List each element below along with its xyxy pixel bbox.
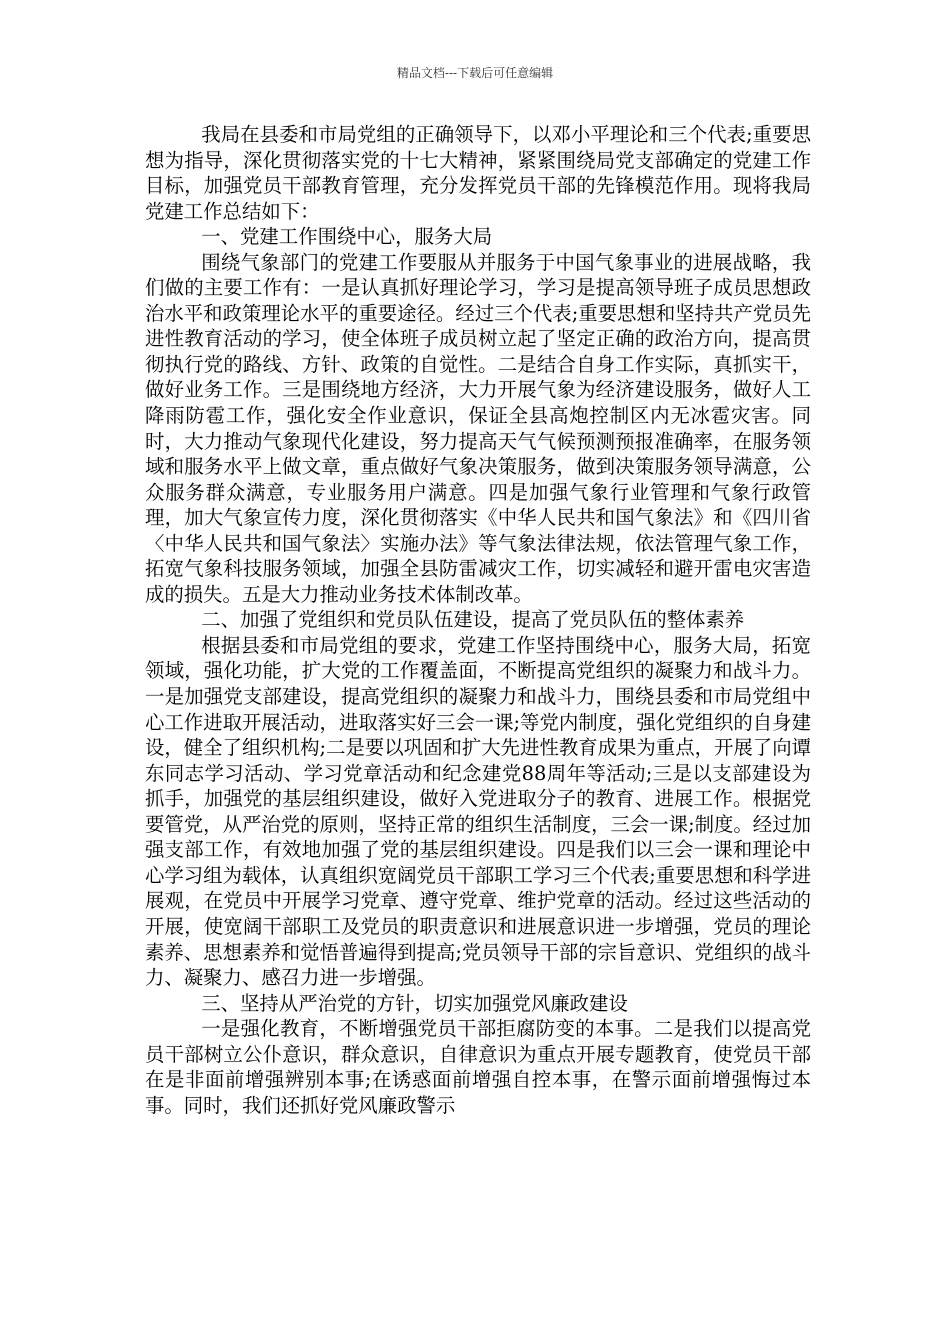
section-heading-3: 三、坚持从严治党的方针，切实加强党风廉政建设 bbox=[201, 991, 628, 1015]
page-header: 精品文档---下载后可任意编辑 bbox=[396, 66, 554, 80]
paragraph-section-3: 一是强化教育，不断增强党员干部拒腐防变的本事。二是我们以提高党员干部树立公仆意识，群众意识，自律意识为重点开展专题教育，使党员干部在是非面前增强辨别本事;在诱惑面前增强自控本事，在警示面前增强悔过本事。同时，我们还抓好党风廉政警示 bbox=[145, 1017, 811, 1117]
section-heading-2: 二、加强了党组织和党员队伍建设，提高了党员队伍的整体素养 bbox=[201, 608, 745, 632]
document-body bbox=[145, 122, 811, 1118]
paragraph-intro: 我局在县委和市局党组的正确领导下，以邓小平理论和三个代表;重要思想为指导，深化贯彻落实党的十七大精神，紧紧围绕局党支部确定的党建工作目标，加强党员干部教育管理，充分发挥党员干部的先锋模范作用。现将我局党建工作总结如下： bbox=[145, 123, 811, 223]
section-heading-1: 一、党建工作围绕中心，服务大局 bbox=[201, 225, 493, 249]
paragraph-section-1: 围绕气象部门的党建工作要服从并服务于中国气象事业的进展战略，我们做的主要工作有：一是认真抓好理论学习，学习是提高领导班子成员思想政治水平和政策理论水平的重要途径。经过三个代表;重要思想和坚持共产党员先进性教育活动的学习，使全体班子成员树立起了坚定正确的政治方向，提高贯彻执行党的路线、方针、政策的自觉性。二是结合自身工作实际，真抓实干，做好业务工作。三是围绕地方经济，大力开展气象为经济建设服务，做好人工降雨防雹工作，强化安全作业意识，保证全县高炮控制区内无冰雹灾害。同时，大力推动气象现代化建设，努力提高天气气候预测预报准确率，在服务领域和服务水平上做文章，重点做好气象决策服务，做到决策服务领导满意，公众服务群众满意，专业服务用户满意。四是加强气象行业管理和气象行政管理，加大气象宣传力度，深化贯彻落实《中华人民共和国气象法》和《四川省〈中华人民共和国气象法〉实施办法》等气象法律法规，依法管理气象工作，拓宽气象科技服务领域，加强全县防雷减灾工作，切实减轻和避开雷电灾害造成的损失。五是大力推动业务技术体制改革。 bbox=[145, 250, 811, 606]
paragraph-section-2: 根据县委和市局党组的要求，党建工作坚持围绕中心，服务大局，拓宽领域，强化功能，扩大党的工作覆盖面，不断提高党组织的凝聚力和战斗力。一是加强党支部建设，提高党组织的凝聚力和战斗力，围绕县委和市局党组中心工作进取开展活动，进取落实好三会一课;等党内制度，强化党组织的自身建设，健全了组织机构;二是要以巩固和扩大先进性教育成果为重点，开展了向谭东同志学习活动、学习党章活动和纪念建党88周年等活动;三是以支部建设为抓手，加强党的基层组织建设，做好入党进取分子的教育、进展工作。根据党要管党，从严治党的原则，坚持正常的组织生活制度，三会一课;制度。经过加强支部工作，有效地加强了党的基层组织建设。四是我们以三会一课和理论中心学习组为载体，认真组织宽阔党员干部职工学习三个代表;重要思想和科学进展观，在党员中开展学习党章、遵守党章、维护党章的活动。经过这些活动的开展，使宽阔干部职工及党员的职责意识和进展意识进一步增强，党员的理论素养、思想素养和觉悟普遍得到提高;党员领导干部的宗旨意识、党组织的战斗力、凝聚力、感召力进一步增强。 bbox=[145, 633, 811, 990]
